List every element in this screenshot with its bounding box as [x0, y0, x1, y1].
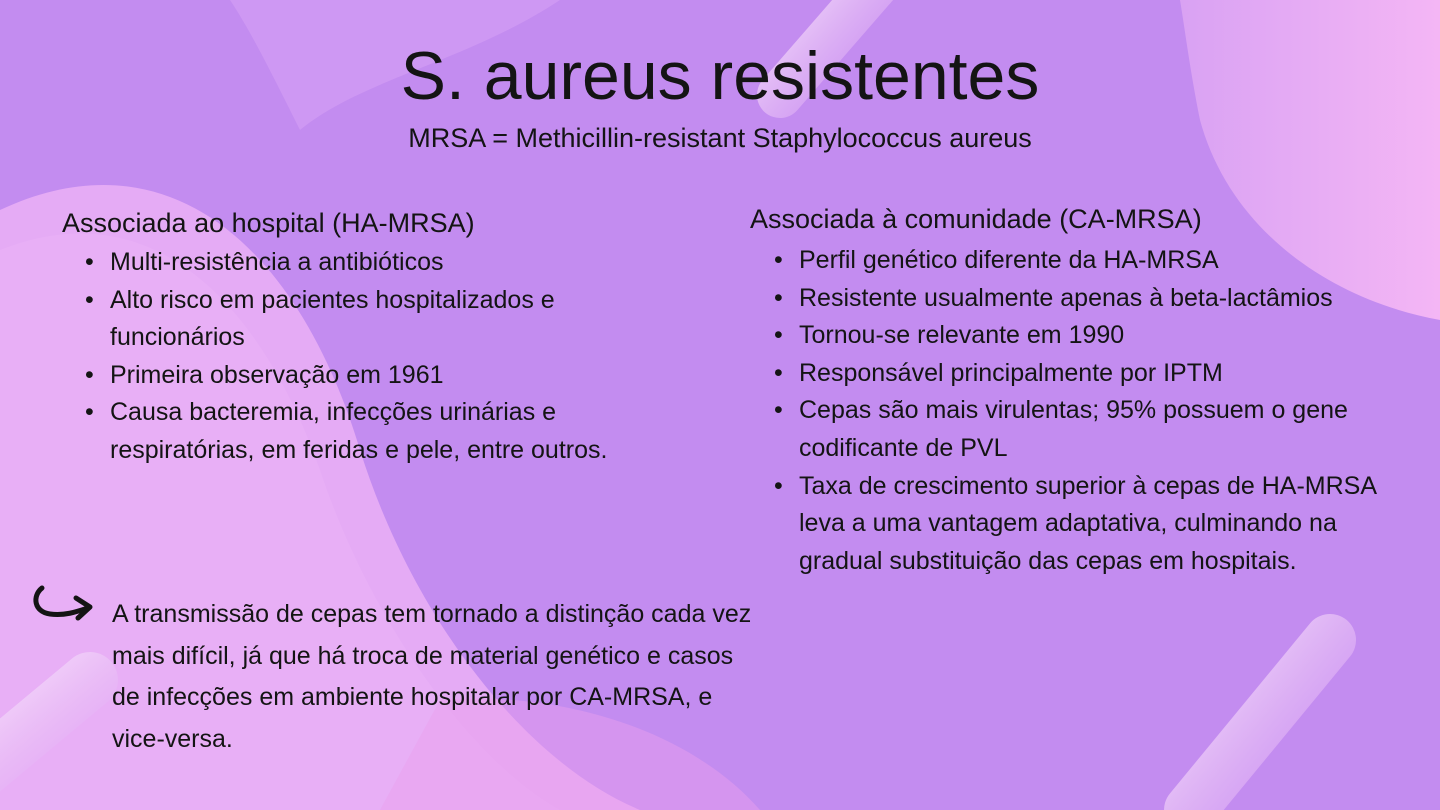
list-item: • Tornou-se relevante em 1990 [774, 317, 1404, 355]
list-item: • Multi-resistência a antibióticos [85, 244, 645, 282]
slide-title: S. aureus resistentes [400, 38, 1040, 114]
right-bullet-list [774, 242, 1404, 580]
right-column-heading: Associada à comunidade (CA-MRSA) [750, 204, 1202, 234]
curved-arrow-icon [30, 582, 98, 628]
left-bullet-list [85, 244, 645, 470]
list-item: • Responsável principalmente por IPTM [774, 355, 1404, 393]
list-item: • Resistente usualmente apenas à beta-lactâmios [774, 280, 1404, 318]
left-column-heading: Associada ao hospital (HA-MRSA) [62, 208, 475, 238]
list-item: • Perfil genético diferente da HA-MRSA [774, 242, 1404, 280]
list-item: • Causa bacteremia, infecções urinárias e respiratórias, em feridas e pele, entre outros. [85, 394, 645, 469]
list-item: • Alto risco em pacientes hospitalizados e funcionários [85, 282, 645, 357]
slide-subtitle: MRSA = Methicillin-resistant Staphylococcus aureus [408, 123, 1032, 153]
list-item: • Taxa de crescimento superior à cepas de HA-MRSA leva a uma vantagem adaptativa, culminando na gradual substituição das cepas em hospitais. [774, 468, 1404, 581]
transmission-note: A transmissão de cepas tem tornado a distinção cada vez mais difícil, já que há troca de material genético e casos de infecções em ambiente hospitalar por CA-MRSA, e vice-versa. [112, 600, 752, 753]
list-item: • Cepas são mais virulentas; 95% possuem o gene codificante de PVL [774, 392, 1404, 467]
list-item: • Primeira observação em 1961 [85, 357, 645, 395]
